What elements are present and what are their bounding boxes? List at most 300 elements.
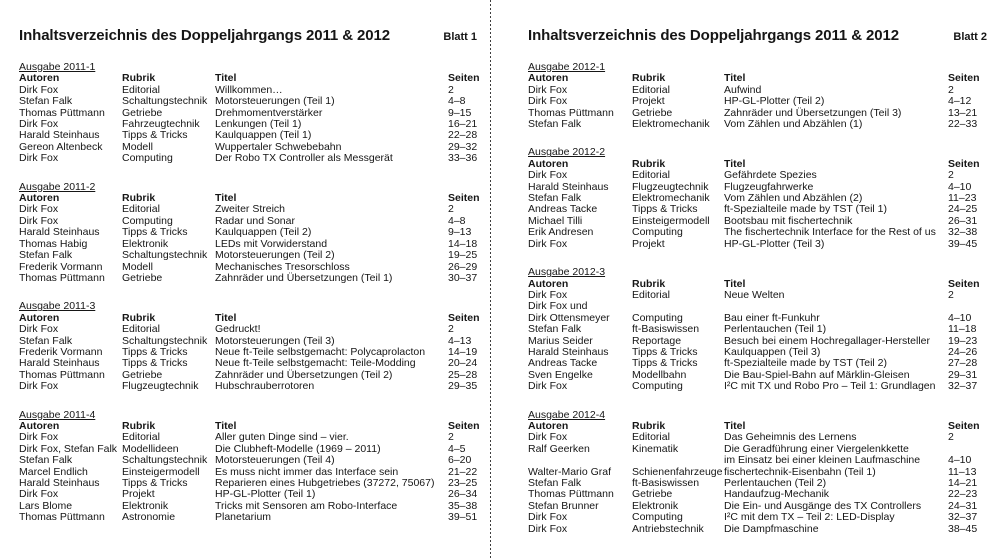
cell-titel: Drehmomentverstärker — [215, 106, 323, 119]
cell-autoren: Stefan Falk — [528, 323, 582, 336]
issue-section — [19, 408, 480, 524]
cell-seiten: 4–8 — [448, 95, 466, 108]
cell-rubrik: Editorial — [632, 288, 670, 301]
cell-autoren: Dirk Fox — [19, 431, 59, 444]
issue-section — [19, 180, 480, 285]
cell-autoren: Stefan Falk — [19, 95, 73, 108]
cell-seiten: 2 — [948, 83, 954, 96]
cell-titel: Motorsteuerungen (Teil 4) — [215, 454, 335, 467]
cell-seiten: 4–10 — [948, 454, 972, 467]
cell-seiten: 26–29 — [448, 260, 478, 273]
cell-titel: Der Robo TX Controller als Messgerät — [215, 152, 393, 165]
cell-rubrik: Rubrik — [122, 72, 156, 85]
cell-autoren: Stefan Falk — [528, 477, 582, 489]
cell-titel: Die Ein- und Ausgänge des TX Controllers — [724, 499, 922, 512]
cell-titel: Radar und Sonar — [215, 214, 295, 227]
cell-seiten: 22–28 — [448, 129, 478, 142]
cell-titel: I²C mit dem TX – Teil 2: LED-Display — [724, 511, 895, 524]
cell-autoren: Thomas Püttmann — [19, 271, 105, 284]
cell-seiten: 4–10 — [948, 311, 972, 324]
cell-autoren: Stefan Falk — [19, 249, 73, 262]
cell-titel: Titel — [724, 72, 746, 85]
cell-titel: Bau einer ft-Funkuhr — [724, 311, 820, 324]
cell-titel: Zahnräder und Übersetzungen (Teil 2) — [215, 368, 393, 381]
cell-seiten: Seiten — [948, 419, 980, 432]
page-title: Inhaltsverzeichnis des Doppeljahrgangs 2011 & 2012 — [528, 27, 899, 44]
issue-section — [528, 147, 987, 250]
cell-titel: Zahnräder und Übersetzungen (Teil 3) — [724, 106, 902, 119]
table-row — [528, 227, 987, 238]
cell-titel: HP-GL-Plotter (Teil 3) — [724, 237, 825, 250]
cell-titel: Titel — [724, 419, 746, 432]
cell-autoren: Stefan Falk — [19, 334, 73, 347]
cell-titel: Titel — [215, 72, 237, 85]
cell-autoren: Dirk Fox — [528, 522, 568, 535]
cell-rubrik: Editorial — [122, 83, 160, 96]
cell-seiten: 14–21 — [948, 477, 978, 489]
cell-rubrik: Elektromechanik — [632, 192, 710, 205]
cell-rubrik: Editorial — [122, 323, 160, 336]
cell-autoren: Harald Steinhaus — [19, 477, 100, 489]
cell-rubrik: Fahrzeugtechnik — [122, 118, 200, 131]
sections-container — [528, 62, 987, 535]
cell-titel: Perlentauchen (Teil 2) — [724, 477, 827, 489]
cell-autoren: Dirk Fox — [528, 380, 568, 393]
cell-seiten: 35–38 — [448, 499, 478, 512]
issue-label: Ausgabe 2011-2 — [19, 180, 96, 193]
cell-seiten: 4–12 — [948, 95, 972, 108]
cell-rubrik: Computing — [122, 152, 173, 165]
issue-label: Ausgabe 2012-1 — [528, 61, 606, 73]
cell-rubrik: Editorial — [632, 169, 670, 182]
cell-seiten: 19–23 — [948, 334, 978, 347]
cell-seiten: 38–45 — [948, 522, 978, 535]
cell-seiten: 14–18 — [448, 237, 478, 250]
table-row — [528, 290, 987, 301]
cell-autoren: Stefan Falk — [19, 454, 73, 467]
cell-seiten: 14–19 — [448, 345, 478, 358]
cell-seiten: 26–31 — [948, 214, 978, 227]
cell-seiten: 33–36 — [448, 152, 478, 165]
page-blatt-1 — [19, 27, 480, 524]
cell-titel: Besuch bei einem Hochregallager-Hersteller — [724, 334, 931, 347]
cell-autoren: Thomas Püttmann — [19, 106, 105, 119]
cell-autoren: Dirk Fox — [528, 288, 568, 301]
cell-rubrik: Einsteigermodell — [122, 465, 200, 478]
cell-rubrik: Modellideen — [122, 442, 179, 455]
cell-titel: Zweiter Streich — [215, 203, 286, 216]
cell-rubrik: Getriebe — [122, 368, 163, 381]
cell-seiten: 9–15 — [448, 106, 472, 119]
cell-autoren: Dirk Fox — [19, 203, 59, 216]
cell-seiten: 32–37 — [948, 380, 978, 393]
page-header — [528, 27, 987, 45]
cell-seiten: Seiten — [448, 192, 480, 205]
cell-rubrik: Tipps & Tricks — [122, 345, 188, 358]
table-row — [528, 301, 987, 312]
cell-titel: Titel — [215, 192, 237, 205]
cell-rubrik: Rubrik — [122, 311, 156, 324]
cell-rubrik: Computing — [632, 226, 683, 239]
cell-rubrik: Elektronik — [122, 499, 169, 512]
issue-section — [19, 300, 480, 393]
cell-seiten: 29–31 — [948, 368, 978, 381]
cell-seiten: 30–37 — [448, 271, 478, 284]
cell-autoren: Walter-Mario Graf — [528, 465, 612, 478]
cell-titel: Es muss nicht immer das Interface sein — [215, 465, 399, 478]
cell-titel: Vom Zählen und Abzählen (1) — [724, 118, 863, 131]
table-row — [19, 324, 477, 335]
cell-rubrik: Computing — [632, 380, 683, 393]
cell-titel: Aufwind — [724, 83, 762, 96]
cell-titel: Wuppertaler Schwebebahn — [215, 140, 342, 153]
cell-titel: Titel — [724, 157, 746, 170]
cell-rubrik: ft-Basiswissen — [632, 477, 700, 489]
cell-rubrik: Schienenfahrzeuge — [632, 465, 723, 478]
cell-rubrik: Tipps & Tricks — [122, 477, 188, 489]
cell-rubrik: Getriebe — [632, 106, 673, 119]
table-row — [19, 96, 477, 107]
cell-titel: Mechanisches Tresorschloss — [215, 260, 350, 273]
cell-titel: LEDs mit Vorwiderstand — [215, 237, 328, 250]
cell-autoren: Harald Steinhaus — [19, 357, 100, 370]
table-row — [19, 153, 477, 164]
cell-rubrik: Tipps & Tricks — [632, 357, 698, 370]
table-row — [19, 512, 477, 523]
cell-rubrik: Elektromechanik — [632, 118, 710, 131]
cell-rubrik: Reportage — [632, 334, 682, 347]
sections-container — [19, 61, 480, 524]
cell-rubrik: Rubrik — [122, 192, 156, 205]
cell-seiten: 22–33 — [948, 118, 978, 131]
cell-rubrik: Editorial — [122, 203, 160, 216]
cell-titel: I²C mit TX und Robo Pro – Teil 1: Grundlagen — [724, 380, 936, 393]
cell-autoren: Thomas Püttmann — [19, 368, 105, 381]
cell-titel: fischertechnik-Eisenbahn (Teil 1) — [724, 465, 876, 478]
cell-titel: Willkommen… — [215, 83, 283, 96]
cell-rubrik: Schaltungstechnik — [122, 334, 208, 347]
cell-seiten: 19–25 — [448, 249, 478, 262]
cell-titel — [724, 301, 948, 312]
cell-rubrik: Computing — [632, 511, 683, 524]
cell-seiten: 2 — [448, 83, 454, 96]
cell-autoren: Thomas Püttmann — [528, 106, 614, 119]
cell-seiten: 4–8 — [448, 214, 466, 227]
cell-rubrik: Tipps & Tricks — [632, 203, 698, 216]
cell-autoren: Andreas Tacke — [528, 203, 598, 216]
cell-titel: Gedruckt! — [215, 323, 261, 336]
cell-rubrik: Getriebe — [632, 488, 673, 501]
cell-autoren: Autoren — [528, 72, 569, 85]
cell-autoren: Autoren — [528, 277, 569, 290]
cell-rubrik: Modell — [122, 140, 153, 153]
cell-rubrik: Modellbahn — [632, 368, 687, 381]
cell-rubrik: Schaltungstechnik — [122, 454, 208, 467]
cell-seiten: 29–32 — [448, 140, 478, 153]
cell-titel: Perlentauchen (Teil 1) — [724, 323, 827, 336]
issue-label: Ausgabe 2012-3 — [528, 266, 606, 279]
cell-seiten: Seiten — [948, 72, 980, 85]
issue-section — [528, 267, 987, 392]
cell-seiten: 4–13 — [448, 334, 472, 347]
cell-autoren: Autoren — [528, 419, 569, 432]
cell-titel: Tricks mit Sensoren am Robo-Interface — [215, 499, 398, 512]
issue-label: Ausgabe 2012-4 — [528, 408, 606, 421]
cell-titel: Neue Welten — [724, 288, 785, 301]
cell-autoren: Sven Engelke — [528, 368, 593, 381]
cell-seiten: 2 — [448, 203, 454, 216]
cell-autoren: Frederik Vormann — [19, 260, 103, 273]
cell-rubrik: Rubrik — [632, 157, 666, 170]
cell-autoren: Dirk Fox — [19, 152, 59, 165]
cell-titel: Reparieren eines Hubgetriebes (37272, 75067) — [215, 477, 435, 489]
cell-seiten: 39–51 — [448, 511, 478, 524]
cell-titel: Neue ft-Teile selbstgemacht: Teile-Modding — [215, 357, 416, 370]
table-row — [528, 324, 987, 335]
table-row — [19, 455, 477, 466]
issue-label: Ausgabe 2011-3 — [19, 300, 96, 313]
cell-titel: Kaulquappen (Teil 3) — [724, 345, 821, 358]
cell-seiten: 21–22 — [448, 465, 478, 478]
table-row — [528, 119, 987, 130]
cell-titel: Die Dampfmaschine — [724, 522, 819, 535]
cell-rubrik: Schaltungstechnik — [122, 95, 208, 108]
cell-seiten: 24–25 — [948, 203, 978, 216]
cell-titel: Motorsteuerungen (Teil 2) — [215, 249, 335, 262]
cell-seiten: Seiten — [948, 277, 980, 290]
cell-titel: Flugzeugfahrwerke — [724, 180, 814, 193]
cell-titel: Motorsteuerungen (Teil 1) — [215, 95, 335, 108]
issue-label: Ausgabe 2011-1 — [19, 61, 96, 73]
table-row — [528, 524, 987, 535]
cell-autoren: Thomas Püttmann — [528, 488, 614, 501]
cell-autoren: Marcel Endlich — [19, 465, 88, 478]
cell-seiten: 2 — [948, 169, 954, 182]
cell-autoren: Frederik Vormann — [19, 345, 103, 358]
cell-seiten: 2 — [448, 431, 454, 444]
cell-seiten: 2 — [948, 431, 954, 444]
cell-titel: Lenkungen (Teil 1) — [215, 118, 302, 131]
issue-section — [528, 410, 987, 535]
cell-seiten: 16–21 — [448, 118, 478, 131]
cell-titel: Planetarium — [215, 511, 272, 524]
cell-autoren: Andreas Tacke — [528, 357, 598, 370]
cell-autoren: Dirk Fox — [19, 488, 59, 501]
cell-titel: Aller guten Dinge sind – vier. — [215, 431, 349, 444]
issue-label: Ausgabe 2011-4 — [19, 408, 96, 421]
cell-titel: ft-Spezialteile made by TST (Teil 2) — [724, 357, 888, 370]
cell-seiten: 13–21 — [948, 106, 978, 119]
cell-titel: Hubschrauberrotoren — [215, 380, 315, 393]
cell-autoren: Stefan Falk — [528, 118, 582, 131]
cell-seiten: 22–23 — [948, 488, 978, 501]
cell-rubrik: Modell — [122, 260, 153, 273]
cell-autoren: Harald Steinhaus — [528, 345, 609, 358]
issue-section — [19, 61, 480, 165]
cell-rubrik — [632, 455, 724, 466]
cell-titel: Titel — [215, 419, 237, 432]
cell-titel: The fischertechnik Interface for the Rest of us — [724, 226, 936, 239]
cell-rubrik: Rubrik — [632, 72, 666, 85]
cell-titel: Gefährdete Spezies — [724, 169, 817, 182]
cell-autoren: Dirk Fox, Stefan Falk — [19, 442, 118, 455]
cell-autoren: Dirk Ottensmeyer — [528, 311, 610, 324]
page-header — [19, 27, 477, 45]
cell-seiten: Seiten — [448, 419, 480, 432]
cell-autoren: Harald Steinhaus — [19, 129, 100, 142]
sheet-number: Blatt 2 — [953, 31, 987, 43]
cell-seiten: Seiten — [448, 311, 480, 324]
cell-rubrik: Tipps & Tricks — [122, 226, 188, 239]
cell-autoren: Erik Andresen — [528, 226, 594, 239]
cell-seiten: 4–5 — [448, 442, 466, 455]
table-row — [19, 250, 477, 261]
table-row — [528, 381, 987, 392]
table-row — [528, 96, 987, 107]
cell-rubrik: Editorial — [632, 431, 670, 444]
cell-autoren: Michael Tilli — [528, 214, 583, 227]
cell-autoren: Dirk Fox — [528, 237, 568, 250]
cell-seiten: 26–34 — [448, 488, 478, 501]
cell-titel: Titel — [724, 277, 746, 290]
cell-titel: Handaufzug-Mechanik — [724, 488, 830, 501]
cell-titel: Das Geheimnis des Lernens — [724, 431, 857, 444]
cell-autoren: Harald Steinhaus — [19, 226, 100, 239]
cell-autoren: Dirk Fox — [19, 214, 59, 227]
cell-rubrik: Computing — [122, 214, 173, 227]
cell-autoren: Gereon Altenbeck — [19, 140, 103, 153]
cell-seiten: Seiten — [448, 72, 480, 85]
cell-rubrik: Projekt — [632, 95, 665, 108]
cell-seiten: 2 — [448, 323, 454, 336]
cell-titel: im Einsatz bei einer kleinen Laufmaschine — [724, 454, 921, 467]
cell-autoren: Stefan Brunner — [528, 499, 599, 512]
cell-rubrik: Antriebstechnik — [632, 522, 704, 535]
cell-autoren: Dirk Fox — [528, 431, 568, 444]
cell-autoren: Autoren — [528, 157, 569, 170]
cell-seiten: 39–45 — [948, 237, 978, 250]
issue-label: Ausgabe 2012-2 — [528, 146, 606, 159]
cell-rubrik: Flugzeugtechnik — [122, 380, 199, 393]
cell-autoren: Stefan Falk — [528, 192, 582, 205]
page-blatt-2 — [528, 27, 987, 535]
cell-rubrik: Tipps & Tricks — [122, 357, 188, 370]
cell-rubrik: Tipps & Tricks — [122, 129, 188, 142]
cell-seiten: 20–24 — [448, 357, 478, 370]
cell-autoren: Dirk Fox — [528, 511, 568, 524]
cell-titel: Neue ft-Teile selbstgemacht: Polycaprolacton — [215, 345, 426, 358]
cell-rubrik: Projekt — [632, 237, 665, 250]
cell-rubrik: Getriebe — [122, 271, 163, 284]
cell-autoren: Autoren — [19, 419, 60, 432]
cell-titel: Zahnräder und Übersetzungen (Teil 1) — [215, 271, 393, 284]
cell-autoren: Ralf Geerken — [528, 442, 590, 455]
cell-autoren: Dirk Fox — [19, 118, 59, 131]
issue-section — [528, 62, 987, 130]
cell-seiten: 25–28 — [448, 368, 478, 381]
cell-titel: Die Geradführung einer Viergelenkkette — [724, 442, 909, 455]
cell-autoren: Dirk Fox — [528, 169, 568, 182]
cell-autoren: Dirk Fox — [528, 83, 568, 96]
cell-seiten: 32–37 — [948, 511, 978, 524]
cell-seiten: 9–13 — [448, 226, 472, 239]
page-divider-dashed-line — [490, 0, 491, 558]
cell-seiten: 6–20 — [448, 454, 472, 467]
cell-seiten: Seiten — [948, 157, 980, 170]
table-row — [528, 170, 987, 181]
cell-rubrik: Computing — [632, 311, 683, 324]
cell-seiten: 24–31 — [948, 499, 978, 512]
cell-rubrik: Rubrik — [122, 419, 156, 432]
cell-seiten: 11–13 — [948, 465, 977, 478]
cell-autoren: Thomas Habig — [19, 237, 88, 250]
cell-rubrik: Projekt — [122, 488, 155, 501]
cell-seiten — [948, 301, 987, 312]
cell-rubrik: Schaltungstechnik — [122, 249, 208, 262]
cell-autoren: Dirk Fox — [19, 83, 59, 96]
cell-titel: Kaulquappen (Teil 1) — [215, 129, 312, 142]
cell-seiten: 4–10 — [948, 180, 972, 193]
cell-autoren: Harald Steinhaus — [528, 180, 609, 193]
cell-rubrik: Kinematik — [632, 442, 679, 455]
cell-seiten: 29–35 — [448, 380, 478, 393]
cell-rubrik: Editorial — [632, 83, 670, 96]
cell-rubrik: Astronomie — [122, 511, 176, 524]
table-row — [19, 381, 477, 392]
cell-rubrik — [632, 301, 724, 312]
cell-rubrik: Tipps & Tricks — [632, 345, 698, 358]
cell-rubrik: Editorial — [122, 431, 160, 444]
cell-titel: Bootsbau mit fischertechnik — [724, 214, 853, 227]
cell-autoren: Autoren — [19, 311, 60, 324]
cell-seiten: 11–18 — [948, 323, 977, 336]
cell-autoren: Dirk Fox — [19, 380, 59, 393]
cell-rubrik: Getriebe — [122, 106, 163, 119]
cell-seiten: 2 — [948, 288, 954, 301]
cell-titel: ft-Spezialteile made by TST (Teil 1) — [724, 203, 888, 216]
cell-autoren — [528, 455, 632, 466]
cell-titel: Kaulquappen (Teil 2) — [215, 226, 312, 239]
cell-rubrik: Rubrik — [632, 277, 666, 290]
cell-rubrik: Elektronik — [632, 499, 679, 512]
cell-autoren: Dirk Fox und — [528, 300, 588, 313]
cell-titel: Vom Zählen und Abzählen (2) — [724, 192, 863, 205]
cell-rubrik: ft-Basiswissen — [632, 323, 700, 336]
cell-rubrik: Einsteigermodell — [632, 214, 710, 227]
page-title: Inhaltsverzeichnis des Doppeljahrgangs 2011 & 2012 — [19, 27, 390, 44]
cell-seiten: 32–38 — [948, 226, 978, 239]
table-row — [528, 455, 987, 466]
cell-autoren: Marius Seider — [528, 334, 593, 347]
cell-seiten: 23–25 — [448, 477, 478, 489]
cell-seiten: 27–28 — [948, 357, 978, 370]
cell-autoren: Lars Blome — [19, 499, 73, 512]
cell-titel: HP-GL-Plotter (Teil 1) — [215, 488, 316, 501]
cell-autoren: Autoren — [19, 192, 60, 205]
cell-rubrik: Flugzeugtechnik — [632, 180, 709, 193]
sheet-number: Blatt 1 — [443, 31, 477, 43]
cell-titel: Motorsteuerungen (Teil 3) — [215, 334, 335, 347]
cell-rubrik: Elektronik — [122, 237, 169, 250]
cell-autoren: Autoren — [19, 72, 60, 85]
cell-titel: Die Clubheft-Modelle (1969 – 2011) — [215, 442, 381, 455]
table-row — [19, 273, 477, 284]
cell-rubrik: Rubrik — [632, 419, 666, 432]
cell-autoren: Dirk Fox — [528, 95, 568, 108]
table-row — [528, 512, 987, 523]
cell-titel: HP-GL-Plotter (Teil 2) — [724, 95, 825, 108]
cell-autoren: Thomas Püttmann — [19, 511, 105, 524]
